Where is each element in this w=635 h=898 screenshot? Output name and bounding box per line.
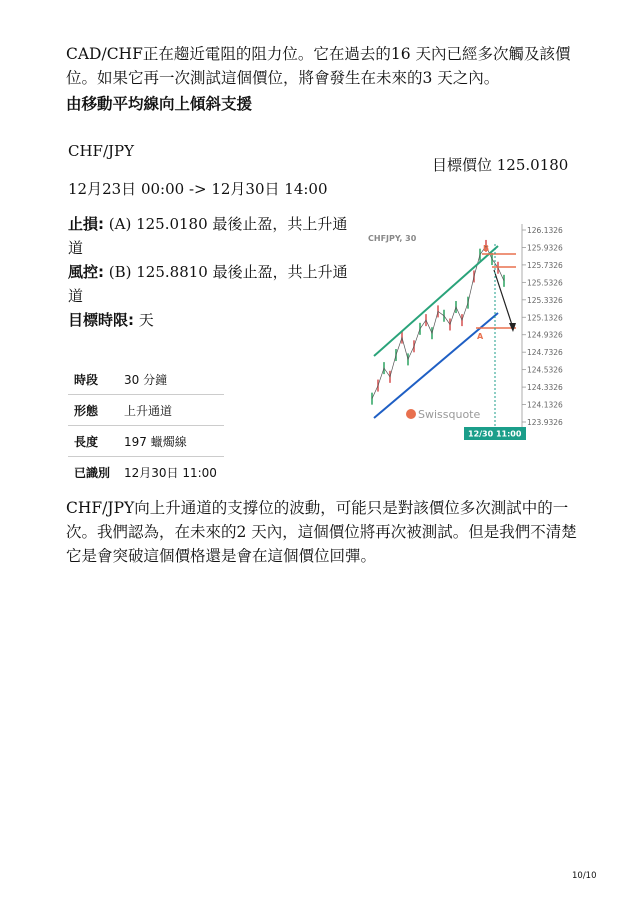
table-key: 長度 <box>68 426 118 457</box>
table-value: 12月30日 11:00 <box>124 465 217 480</box>
y-tick-label: 124.9326 <box>527 330 563 340</box>
intro-paragraph: CAD/CHF正在趨近電阻的阻力位。它在過去的16 天內已經多次觸及該價位。如果它再一次測試這個價位，將會發生在未來的3 天之內。 <box>66 45 571 87</box>
y-tick-label: 124.3326 <box>527 383 563 393</box>
info-table <box>68 364 224 487</box>
y-tick-label: 125.7326 <box>527 260 563 270</box>
table-row <box>68 395 224 426</box>
table-key: 已識別 <box>74 465 111 480</box>
trade-details <box>68 212 348 332</box>
y-tick-label: 125.3326 <box>527 295 563 305</box>
y-tick-label: 125.5326 <box>527 278 563 288</box>
y-tick-label: 124.1326 <box>527 400 563 410</box>
risk-control-text: (B) 125.8810 最後止盈，共上升通道 <box>68 263 348 305</box>
table-key: 形態 <box>68 395 118 426</box>
point-b-label: B <box>483 244 490 253</box>
target-price-label: 目標價位 125.0180 <box>432 156 569 174</box>
time-range: 12月23日 00:00 -> 12月30日 14:00 <box>68 180 328 198</box>
target-period-line <box>68 308 348 332</box>
analysis-paragraph: CHF/JPY向上升通道的支撐位的波動，可能只是對該價位多次測試中的一次。我們認為，在未來的2 天內，這個價位將再次被測試。但是我們不清楚它是會突破這個價格還是會在這個價位回彈。 <box>66 499 577 565</box>
risk-control-label: 風控: <box>68 263 104 281</box>
price-chart <box>364 224 576 440</box>
stop-loss-line <box>68 212 348 260</box>
point-a-label: A <box>477 332 484 341</box>
table-value: 上升通道 <box>118 395 224 426</box>
y-tick-label: 124.5326 <box>527 365 563 375</box>
target-period-text: 天 <box>134 311 154 329</box>
stop-loss-text: (A) 125.0180 最後止盈，共上升通道 <box>68 215 348 257</box>
risk-control-line <box>68 260 348 308</box>
swissquote-logo-icon <box>406 409 416 419</box>
y-tick-label: 125.9326 <box>527 243 563 253</box>
y-tick-label: 123.9326 <box>527 418 563 427</box>
table-row <box>68 426 224 457</box>
time-badge-text: 12/30 11:00 <box>468 429 522 439</box>
target-period-label: 目標時限: <box>68 311 134 329</box>
table-value: 197 蠟燭線 <box>118 426 224 457</box>
table-key: 時段 <box>68 364 118 395</box>
sub-heading: 由移動平均線向上傾斜支援 <box>66 95 253 113</box>
watermark: Swissquote <box>418 408 481 421</box>
y-tick-label: 126.1326 <box>527 226 563 235</box>
y-tick-label: 125.1326 <box>527 313 563 323</box>
pair-title: CHF/JPY <box>68 142 135 160</box>
chart-symbol-label: CHFJPY, 30 <box>368 234 417 243</box>
table-value: 30 分鐘 <box>118 364 224 395</box>
table-row <box>68 364 224 395</box>
table-row <box>68 457 224 488</box>
page-number: 10/10 <box>572 871 597 881</box>
y-tick-label: 124.7326 <box>527 348 563 358</box>
stop-loss-label: 止損: <box>68 215 104 233</box>
